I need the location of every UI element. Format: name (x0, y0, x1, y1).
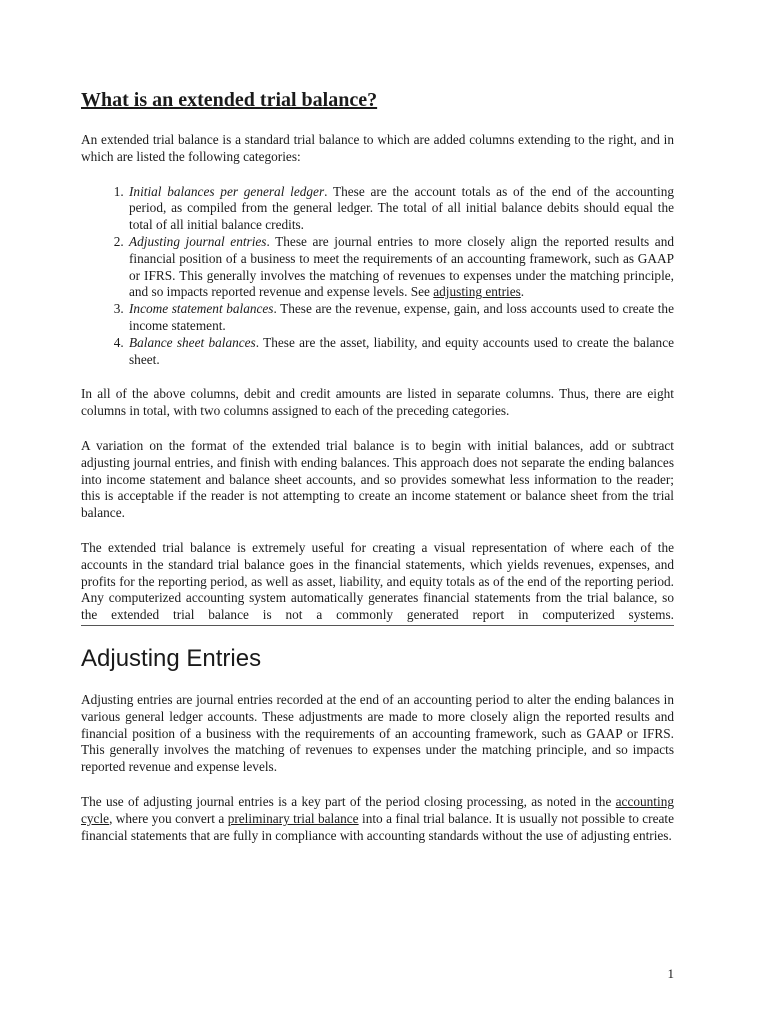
list-item-text: . These are the asset, liability, and equity accounts used to create the balance sheet. (129, 334, 674, 367)
section-title: What is an extended trial balance? (81, 89, 378, 111)
list-item-term: Adjusting journal entries (129, 233, 267, 249)
document-page (81, 86, 674, 862)
preliminary-trial-balance-link[interactable]: preliminary trial balance (227, 810, 359, 826)
usage-text-c: into a final trial balance. It is usually not possible to create financial statements that are fully in compliance with accounting standards without the use of adjusting entries. (81, 810, 674, 843)
category-list (81, 184, 674, 369)
usage-text-b: , where you convert a (109, 810, 228, 826)
page-number: 1 (667, 966, 674, 981)
list-item-text: . These are the account totals as of the end of the accounting period, as compiled from the general ledger. The total of all initial balance debits should equal the total of all initial balance credits. (129, 183, 674, 233)
columns-paragraph: In all of the above columns, debit and credit amounts are listed in separate columns. Thus, there are eight columns in total, with two columns assigned to each of the preceding categories. (81, 386, 674, 419)
adjusting-entries-link[interactable]: adjusting entries (433, 284, 521, 300)
intro-paragraph: An extended trial balance is a standard trial balance to which are added columns extending to the right, and in which are listed the following categories: (81, 132, 674, 164)
usefulness-paragraph: The extended trial balance is extremely useful for creating a visual representation of where each of the accounts in the standard trial balance goes in the financial statements, which yields revenues, expenses, and profits for the reporting period, as well as asset, liability, and equity totals as of the end of the reporting period. Any computerized accounting system automatically generates financial statements from the trial balance, so the extended trial balance is not a commonly generated report in computerized systems. (81, 540, 674, 626)
list-item-text: . These are the revenue, expense, gain, and loss accounts used to create the income statement. (129, 301, 674, 333)
adjusting-usage-paragraph (81, 794, 674, 844)
list-item (127, 335, 674, 369)
adjusting-entries-heading: Adjusting Entries (81, 644, 262, 672)
list-item-after: . (520, 284, 525, 300)
variation-paragraph: A variation on the format of the extended trial balance is to begin with initial balances, add or subtract adjusting journal entries, and finish with ending balances. This approach does not separate the ending balances into income statement and balance sheet accounts, and so provides somewhat less information to the reader; this is acceptable if the reader is not attempting to create an income statement or balance sheet from the trial balance. (81, 437, 674, 521)
list-item (127, 234, 674, 301)
list-item-text: . These are journal entries to more closely align the reported results and financial position of a business to meet the requirements of an accounting framework, such as GAAP or IFRS. This generally involves the matching of revenues to expenses under the matching principle, and so impacts reported revenue and expense levels. See (129, 233, 674, 300)
list-item-term: Balance sheet balances (129, 334, 256, 350)
list-item (127, 301, 674, 335)
adjusting-definition-paragraph: Adjusting entries are journal entries recorded at the end of an accounting period to alter the ending balances in various general ledger accounts. These adjustments are made to more closely align the reported results and financial position of a business with the requirements of an accounting framework, such as GAAP or IFRS. This generally involves the matching of revenues to expenses under the matching principle, and so impacts reported revenue and expense levels. (81, 691, 674, 775)
list-item-term: Initial balances per general ledger (129, 183, 325, 199)
list-item-term: Income statement balances (129, 301, 274, 317)
list-item (127, 184, 674, 234)
accounting-cycle-link[interactable]: accounting cycle (81, 793, 674, 826)
usage-text-a: The use of adjusting journal entries is a key part of the period closing processing, as noted in the (81, 793, 616, 809)
